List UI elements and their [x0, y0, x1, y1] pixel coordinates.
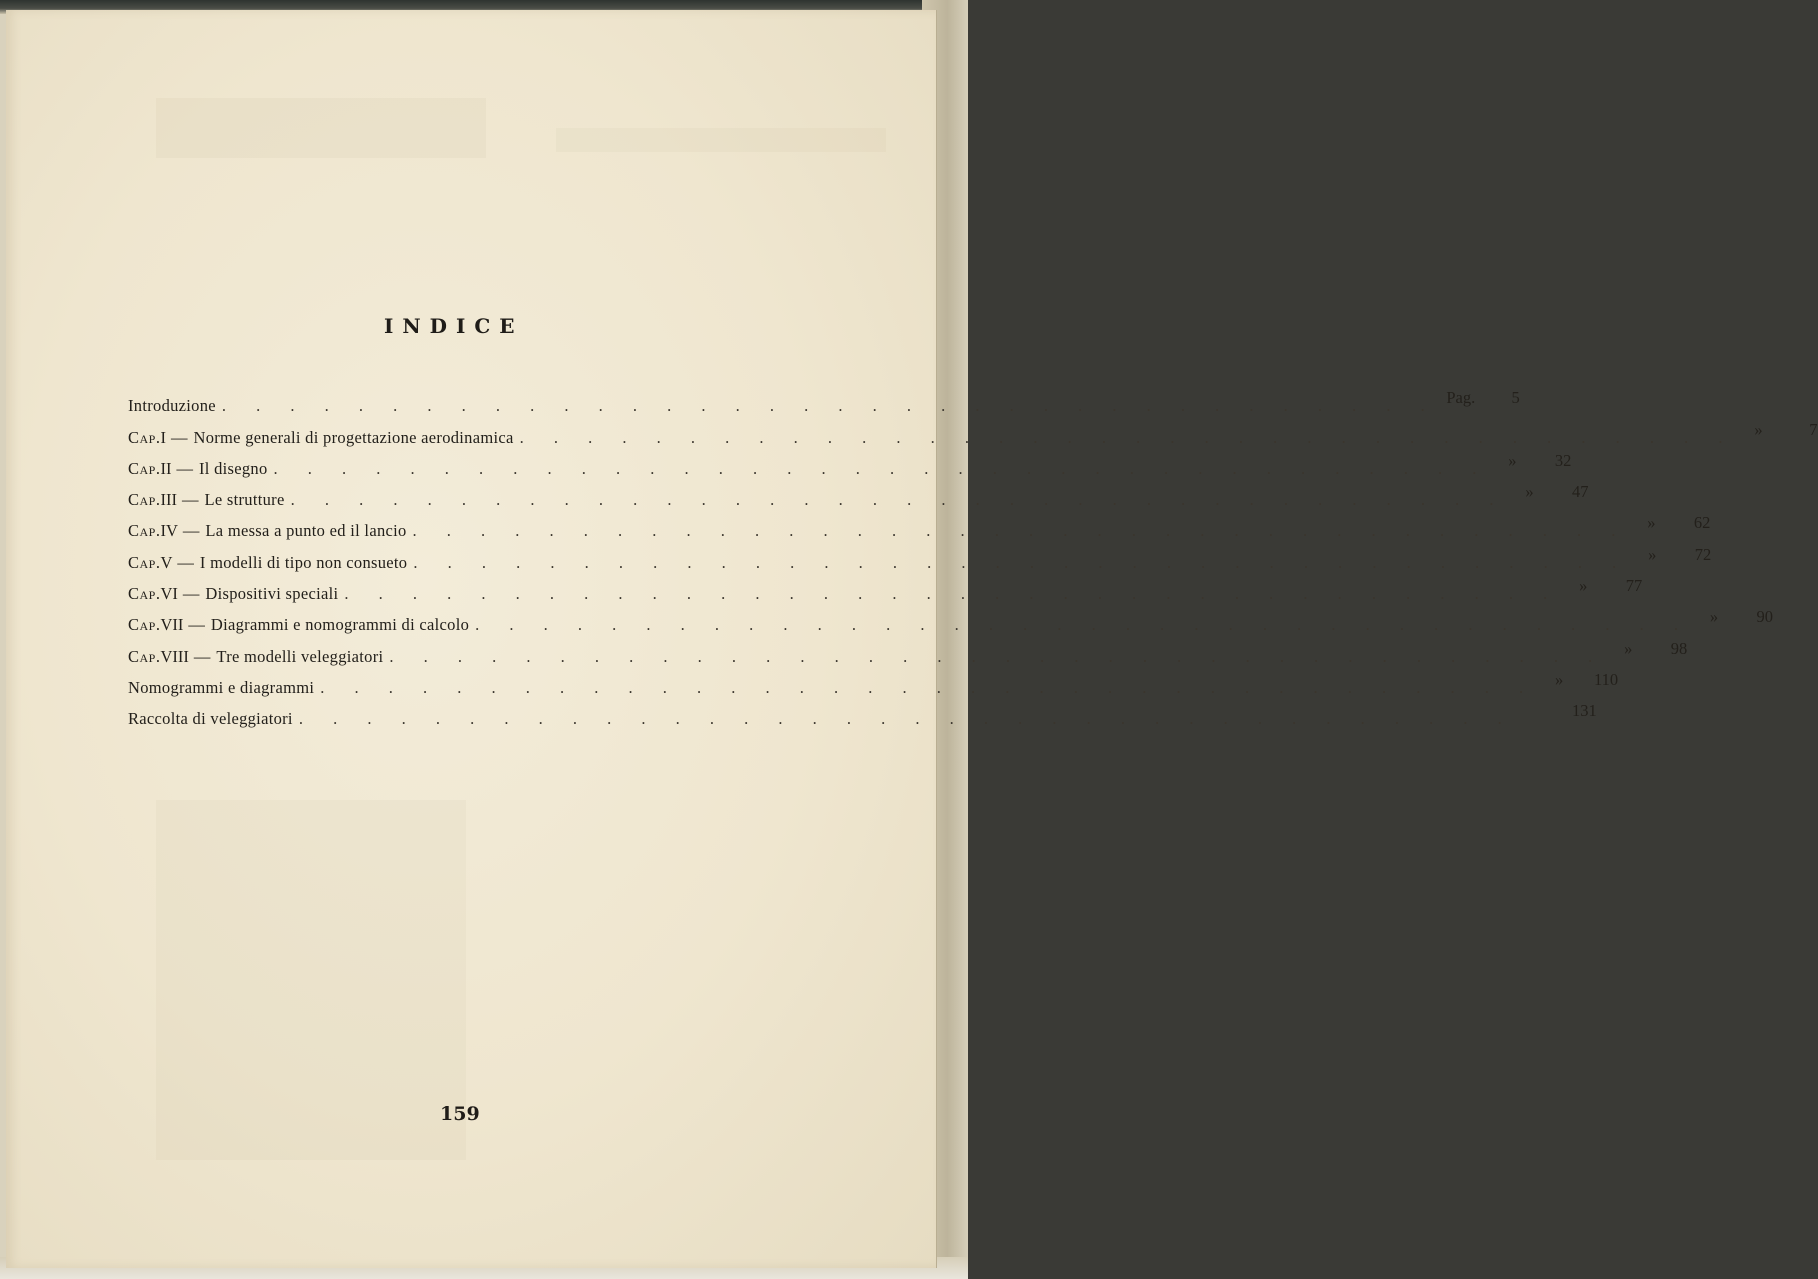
leader-dots: . . . . . . . . . . . . . . . . . . . . . . . . . . . . . . . . . . . .: [412, 521, 1629, 541]
toc-row-cap-8[interactable]: [128, 635, 1688, 666]
chapter-number: IV: [160, 521, 178, 541]
chapter-label: Cap.: [128, 552, 161, 572]
chapter-number: II: [160, 458, 172, 478]
chapter-number: III: [160, 490, 177, 510]
entry-title: Il disegno: [198, 458, 268, 478]
dash: —: [176, 458, 193, 478]
chapter-number: VIII: [160, 646, 189, 666]
leader-dots: . . . . . . . . . . . . . . . . . . . . . . . . . . . . . . . . . . . .: [413, 552, 1630, 572]
chapter-label: Cap.: [128, 584, 161, 604]
toc-row-cap-6[interactable]: [128, 573, 1643, 604]
chapter-number: VI: [160, 584, 178, 604]
toc-row-cap-2[interactable]: [128, 448, 1572, 479]
leader-dots: . . . . . . . . . . . . . . . . . . . . . . . . . . . . . . . . . . . .: [389, 646, 1606, 666]
entry-title: Raccolta di veleggiatori: [128, 709, 293, 729]
toc-row-cap-3[interactable]: [128, 479, 1589, 510]
page-folio-number: 159: [440, 1103, 480, 1125]
page-number: 90: [1756, 607, 1774, 627]
page-number: 5: [1511, 388, 1520, 408]
page-number: 62: [1693, 513, 1711, 533]
index-title: INDICE: [384, 314, 524, 338]
dash: —: [177, 552, 194, 572]
ditto-mark: »: [1754, 419, 1763, 439]
leader-dots: . . . . . . . . . . . . . . . . . . . . . . . . . . . . . . . . . . . .: [475, 615, 1692, 635]
entry-title: I modelli di tipo non consueto: [199, 552, 408, 572]
dash: —: [181, 490, 199, 510]
show-through-block-2: [556, 128, 886, 152]
ditto-mark: »: [1648, 544, 1657, 564]
toc-row-cap-5[interactable]: [128, 541, 1712, 572]
ditto-mark: »: [1554, 669, 1564, 689]
dash: —: [182, 584, 200, 604]
toc-row-nomogrammi[interactable]: [128, 667, 1619, 698]
dash: —: [182, 521, 200, 541]
leader-dots: . . . . . . . . . . . . . . . . . . . . . . . . . . . . . . . . . . . .: [298, 709, 1515, 729]
dash: —: [193, 646, 211, 666]
entry-title: Tre modelli veleggiatori: [216, 646, 384, 666]
page-number: 131: [1571, 701, 1597, 721]
toc-row-raccolta[interactable]: [128, 698, 1597, 729]
entry-title: Le strutture: [204, 490, 285, 510]
entry-title: Norme generali di progettazione aerodinamica: [193, 427, 514, 447]
leader-dots: . . . . . . . . . . . . . . . . . . . . . . . . . . . . . . . . . . . .: [519, 427, 1736, 447]
entry-title: Nomogrammi e diagrammi: [128, 677, 315, 697]
page-number: 32: [1554, 450, 1572, 470]
entry-title: Diagrammi e nomogrammi di calcolo: [210, 615, 470, 635]
page-number: 77: [1625, 576, 1643, 596]
ditto-mark: »: [1647, 513, 1656, 533]
page-number: 110: [1593, 669, 1619, 689]
leader-dots: . . . . . . . . . . . . . . . . . . . . . . . . . . . . . . . . . . . .: [344, 584, 1561, 604]
page-label: Pag.: [1446, 388, 1476, 408]
toc-row-cap-4[interactable]: [128, 510, 1711, 541]
chapter-number: I: [160, 427, 166, 447]
leader-dots: . . . . . . . . . . . . . . . . . . . . . . . . . . . . . . . . . . . .: [221, 396, 1438, 416]
ditto-mark: »: [1709, 607, 1719, 627]
page-number: 98: [1670, 638, 1688, 658]
ditto-mark: »: [1624, 638, 1633, 658]
page-number: 72: [1694, 544, 1712, 564]
entry-title: La messa a punto ed il lancio: [205, 521, 407, 541]
chapter-label: Cap.: [128, 458, 161, 478]
chapter-label: Cap.: [128, 490, 161, 510]
page-number: 7: [1809, 419, 1818, 439]
ditto-mark: »: [1525, 482, 1534, 502]
entry-title: Introduzione: [128, 396, 216, 416]
chapter-label: Cap.: [128, 521, 161, 541]
ditto-mark: »: [1579, 576, 1588, 596]
chapter-label: Cap.: [128, 427, 161, 447]
chapter-label: Cap.: [128, 615, 161, 635]
page-number: 47: [1571, 482, 1589, 502]
entry-title: Dispositivi speciali: [205, 584, 339, 604]
ditto-mark: »: [1508, 450, 1517, 470]
table-of-contents: [128, 385, 1818, 729]
toc-row-cap-1[interactable]: [128, 416, 1818, 447]
toc-row-cap-7[interactable]: [128, 604, 1774, 635]
toc-row-introduzione[interactable]: [128, 385, 1520, 416]
chapter-number: V: [160, 552, 173, 572]
dash: —: [188, 615, 205, 635]
leader-dots: . . . . . . . . . . . . . . . . . . . . . . . . . . . . . . . . . . . .: [320, 677, 1537, 697]
chapter-label: Cap.: [128, 646, 161, 666]
leader-dots: . . . . . . . . . . . . . . . . . . . . . . . . . . . . . . . . . . . .: [273, 458, 1490, 478]
chapter-number: VII: [160, 615, 184, 635]
leader-dots: . . . . . . . . . . . . . . . . . . . . . . . . . . . . . . . . . . . .: [290, 490, 1507, 510]
show-through-block-3: [156, 800, 466, 1160]
show-through-block-1: [156, 98, 486, 158]
dash: —: [170, 427, 188, 447]
